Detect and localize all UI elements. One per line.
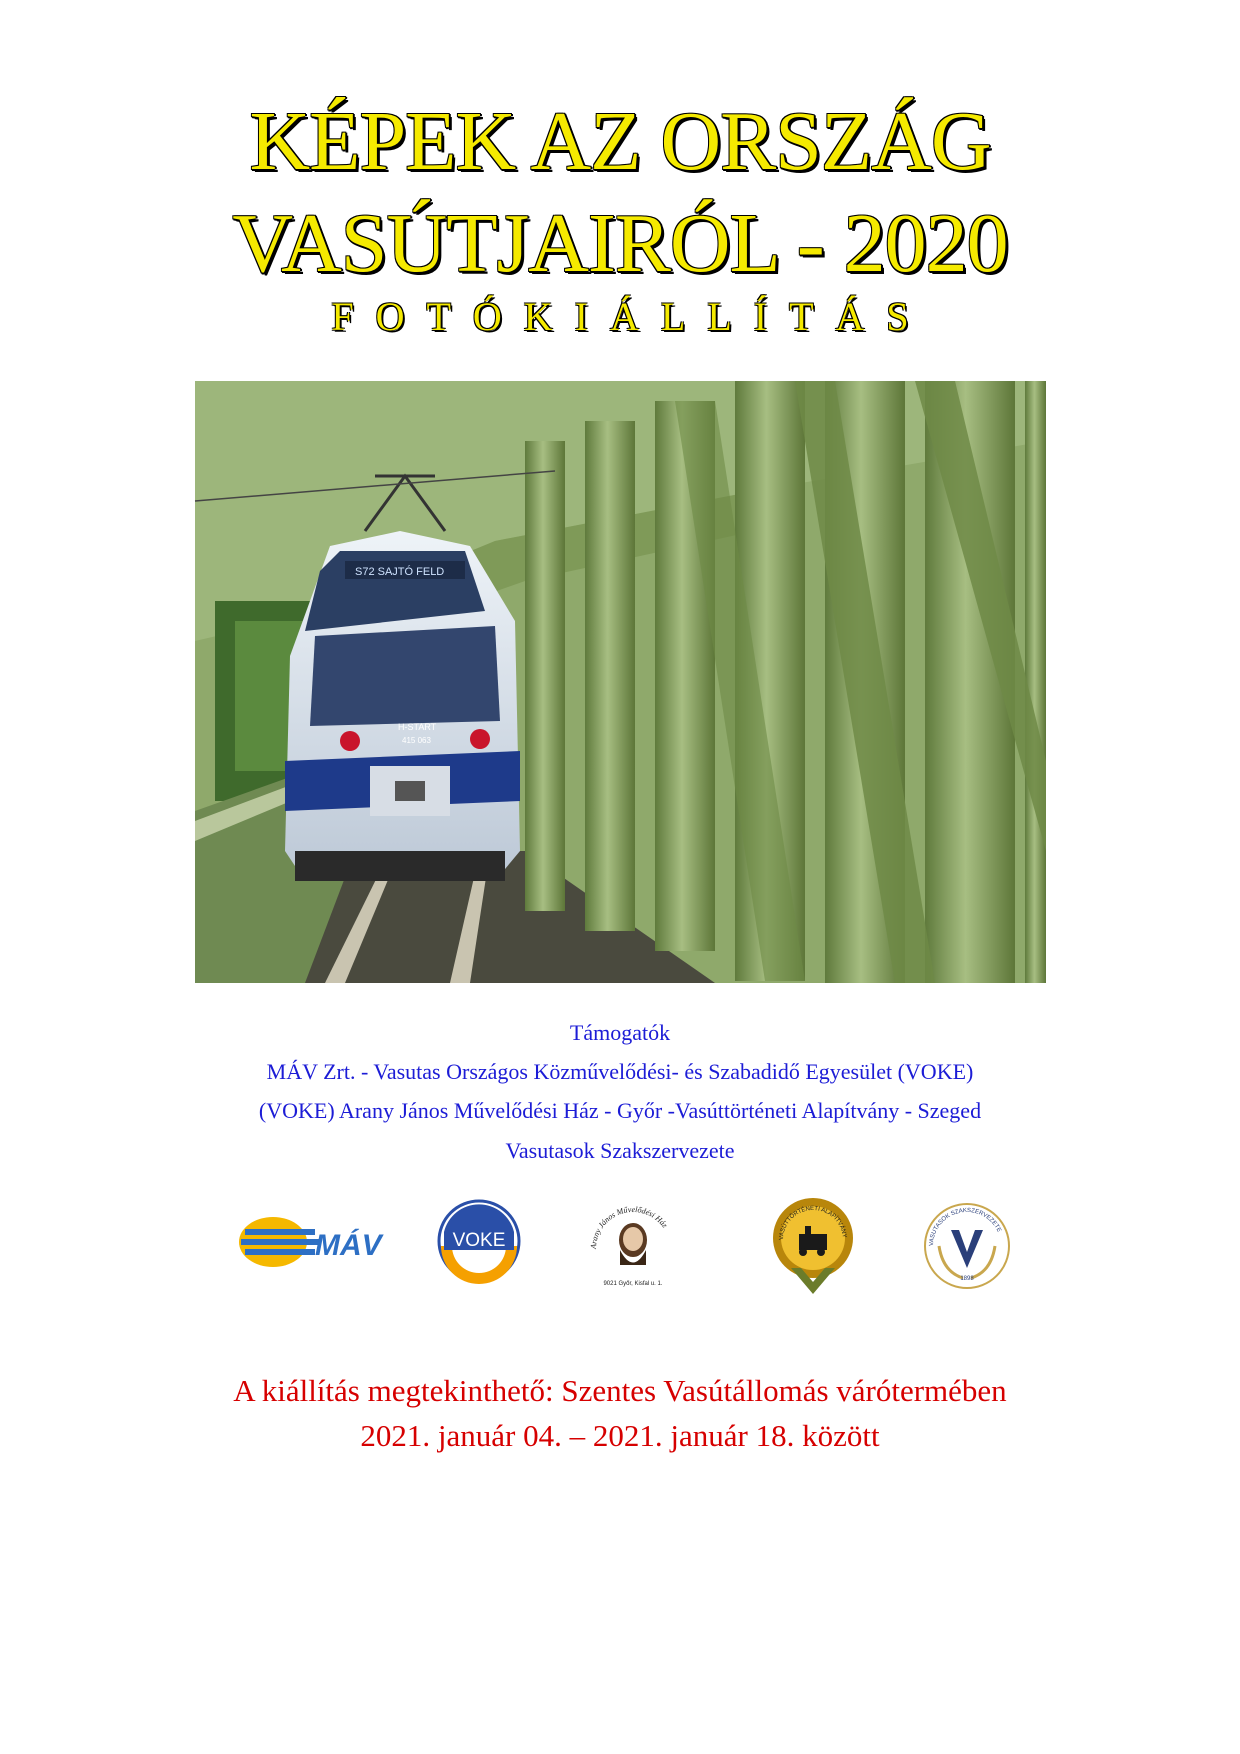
title-line-2: VASÚTJAIRÓL - 2020 [232, 197, 1008, 290]
vsz-logo-year: 1898 [960, 1276, 974, 1282]
train-photo [195, 381, 1046, 983]
exhibit-dates: 2021. január 04. – 2021. január 18. között [360, 1418, 880, 1453]
amh-logo [586, 1195, 680, 1295]
amh-logo-text: Arany János Művelődési Ház [588, 1204, 670, 1250]
exhibit-location: A kiállítás megtekinthető: Szentes Vasútállomás várótermében [233, 1373, 1007, 1408]
voke-logo [436, 1198, 522, 1289]
amh-logo-address: 9021 Győr, Kisfal u. 1. [603, 1281, 663, 1287]
mav-logo-text: MÁV [315, 1229, 382, 1262]
title-line-1: KÉPEK AZ ORSZÁG [249, 95, 991, 188]
sponsors-line-3: Vasutasok Szakszervezete [505, 1138, 735, 1163]
subtitle: FOTÓKIÁLLÍTÁS [331, 294, 931, 339]
sponsors-heading: Támogatók [569, 1020, 671, 1045]
sponsors-line-1: MÁV Zrt. - Vasutas Országos Közművelődési- és Szabadidő Egyesület (VOKE) [266, 1059, 974, 1084]
mav-logo [237, 1215, 382, 1269]
destination-display: S72 SAJTÓ FELD [355, 566, 445, 578]
vta-logo [771, 1196, 855, 1296]
vsz-logo-text: VASUTASOK SZAKSZERVEZETE [928, 1207, 1002, 1247]
vsz-logo [923, 1200, 1011, 1292]
train-brand: H-START [398, 722, 437, 732]
vta-logo-text: VASÚTTÖRTÉNETI ALAPÍTVÁNY [778, 1205, 847, 1241]
train-number: 415 063 [402, 736, 431, 745]
voke-logo-text: VOKE [452, 1230, 506, 1251]
sponsors-line-2: (VOKE) Arany János Művelődési Ház - Győr -Vasúttörténeti Alapítvány - Szeged [258, 1098, 982, 1123]
